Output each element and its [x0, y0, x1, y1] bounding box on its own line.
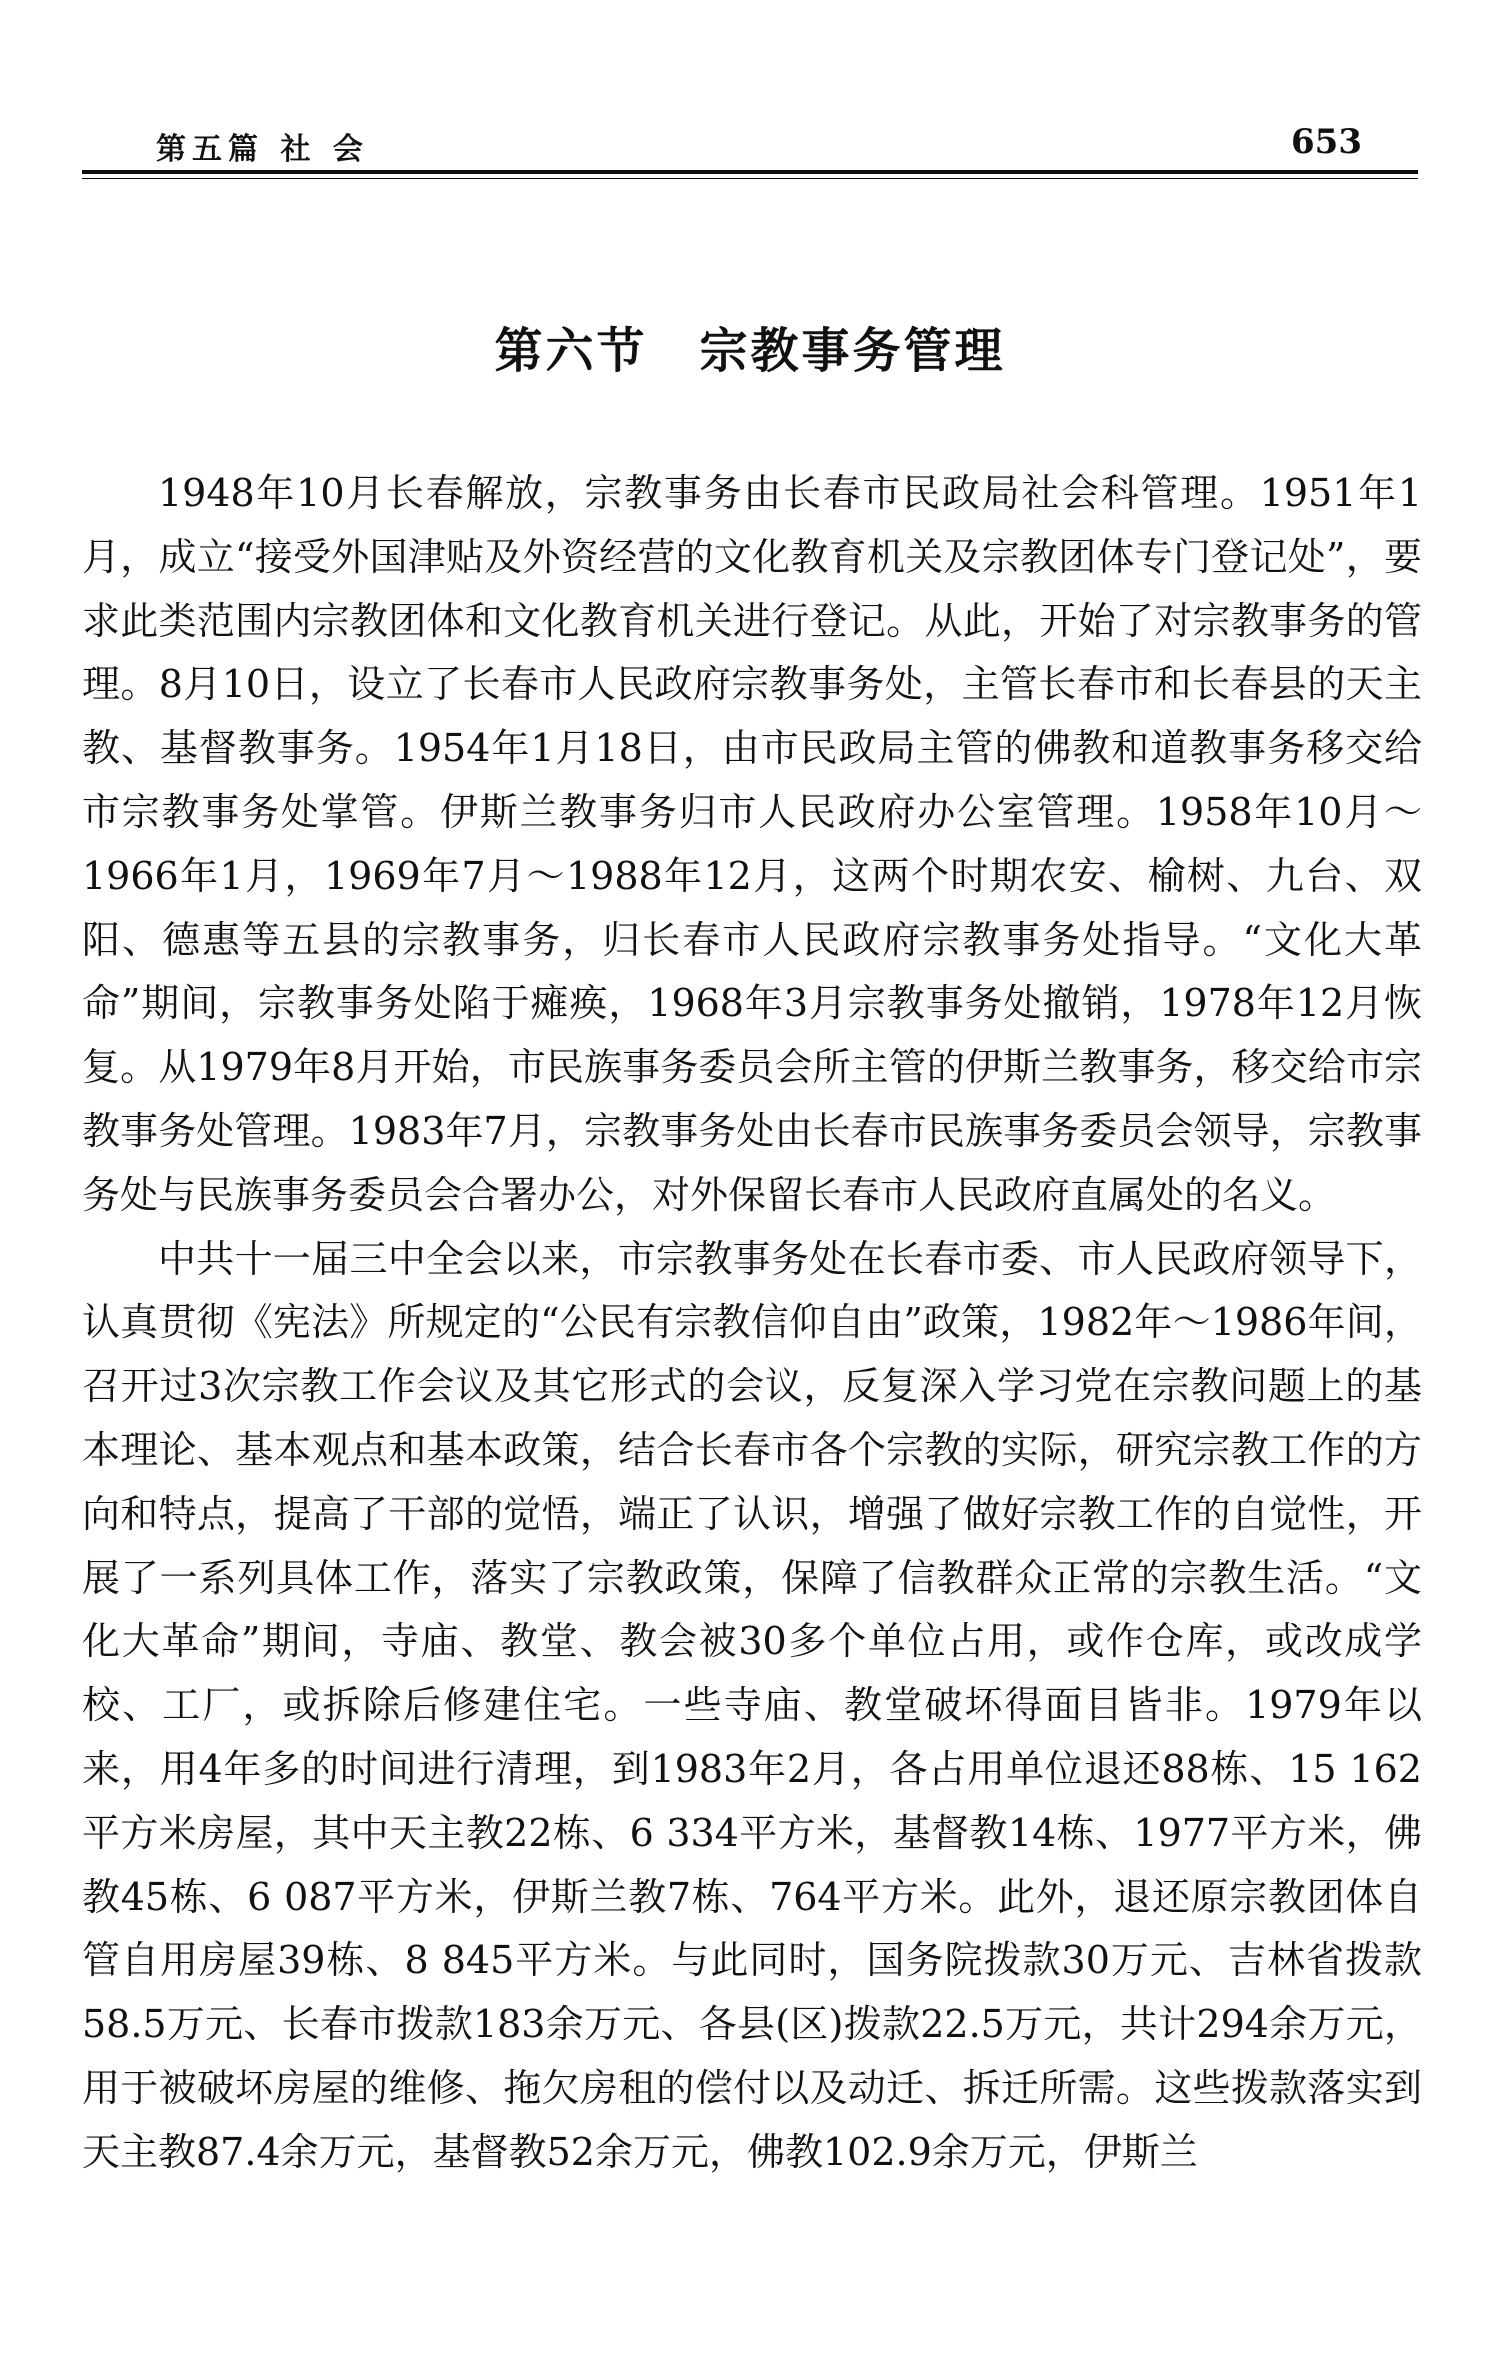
page-number: 653 [1291, 122, 1362, 162]
paragraph: 1948年10月长春解放，宗教事务由长春市民政局社会科管理。1951年1月，成立“接受外国津贴及外资经营的文化教育机关及宗教团体专门登记处”，要求此类范围内宗教团体和文化教育机关进行登记。从此，开始了对宗教事务的管理。8月10日，设立了长春市人民政府宗教事务处，主管长春市和长春县的天主教、基督教事务。1954年1月18日，由市民政局主管的佛教和道教事务移交给市宗教事务处掌管。伊斯兰教事务归市人民政府办公室管理。1958年10月～1966年1月，1969年7月～1988年12月，这两个时期农安、榆树、九台、双阳、德惠等五县的宗教事务，归长春市人民政府宗教事务处指导。“文化大革命”期间，宗教事务处陷于瘫痪，1968年3月宗教事务处撤销，1978年12月恢复。从1979年8月开始，市民族事务委员会所主管的伊斯兰教事务，移交给市宗教事务处管理。1983年7月，宗教事务处由长春市民族事务委员会领导，宗教事务处与民族事务委员会合署办公，对外保留长春市人民政府直属处的名义。 [82, 471, 1422, 1217]
running-header [138, 118, 1372, 168]
body-text [82, 462, 1422, 2185]
header-rule-thick [82, 170, 1418, 174]
section-number: 第六节 [494, 323, 648, 379]
section-heading [0, 312, 1500, 381]
paragraph: 中共十一届三中全会以来，市宗教事务处在长春市委、市人民政府领导下，认真贯彻《宪法》所规定的“公民有宗教信仰自由”政策，1982年～1986年间，召开过3次宗教工作会议及其它形式的会议，反复深入学习党在宗教问题上的基本理论、基本观点和基本政策，结合长春市各个宗教的实际，研究宗教工作的方向和特点，提高了干部的觉悟，端正了认识，增强了做好宗教工作的自觉性，开展了一系列具体工作，落实了宗教政策，保障了信教群众正常的宗教生活。“文化大革命”期间，寺庙、教堂、教会被30多个单位占用，或作仓库，或改成学校、工厂，或拆除后修建住宅。一些寺庙、教堂破坏得面目皆非。1979年以来，用4年多的时间进行清理，到1983年2月，各占用单位退还88栋、15 162平方米房屋，其中天主教22栋、6 334平方米，基督教14栋、1977平方米，佛教45栋、6 087平方米，伊斯兰教7栋、764平方米。此外，退还原宗教团体自管自用房屋39栋、8 845平方米。与此同时，国务院拨款30万元、吉林省拨款58.5万元、长春市拨款183余万元、各县(区)拨款22.5万元，共计294余万元，用于被破坏房屋的维修、拖欠房租的偿付以及动迁、拆迁所需。这些拨款落实到天主教87.4余万元，基督教52余万元，佛教102.9余万元，伊斯兰 [82, 1236, 1422, 2174]
header-section-label: 第五篇 社 会 [156, 132, 369, 167]
header-rule-thin [82, 178, 1418, 179]
section-title: 宗教事务管理 [699, 323, 1006, 379]
